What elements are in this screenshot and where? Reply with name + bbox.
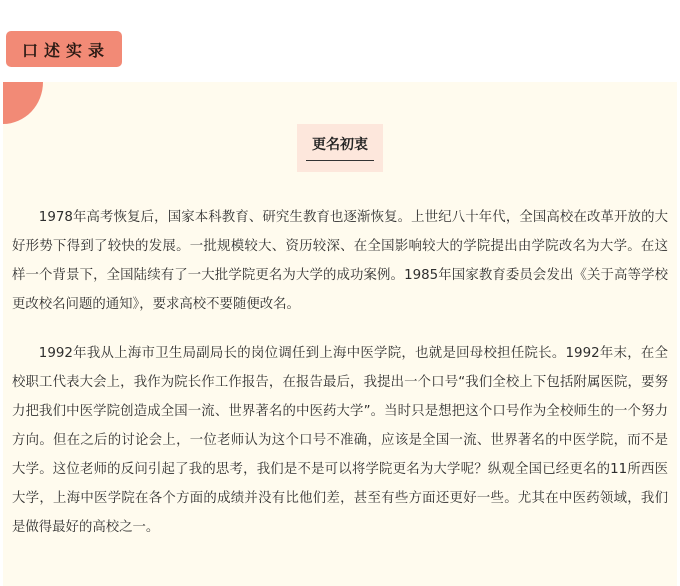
tag-title: 口述实录: [21, 40, 110, 60]
section-heading-text: 更名初衷: [312, 137, 368, 153]
section-heading: [297, 124, 383, 172]
article-paragraph: 1992年我从上海市卫生局副局长的岗位调任到上海中医学院，也就是回母校担任院长。1992年末，在全校职工代表大会上，我作为院长作工作报告，在报告最后，我提出一个口号“我们全校上下包括附属医院，要努力把我们中医学院创造成全国一流、世界著名的中医药大学”。当时只是想把这个口号作为全校师生的一个努力方向。但在之后的讨论会上，一位老师认为这个口号不准确，应该是全国一流、世界著名的中医学院，而不是大学。这位老师的反问引起了我的思考，我们是不是可以将学院更名为大学呢？纵观全国已经更名的11所西医大学，上海中医学院在各个方面的成绩并没有比他们差，甚至有些方面还更好一些。尤其在中医药领域，我们是做得最好的高校之一。: [12, 346, 668, 535]
corner-decoration-icon: [3, 82, 43, 124]
section-heading-underline: [306, 160, 374, 161]
header-tag: [2, 0, 124, 70]
tag-box: [6, 31, 122, 67]
article-paragraph: 1978年高考恢复后，国家本科教育、研究生教育也逐渐恢复。上世纪八十年代，全国高校在改革开放的大好形势下得到了较快的发展。一批规模较大、资历较深、在全国影响较大的学院提出由学院改名为大学。在这样一个背景下，全国陆续有了一大批学院更名为大学的成功案例。1985年国家教育委员会发出《关于高等学校更改校名问题的通知》，要求高校不要随便改名。: [12, 210, 668, 312]
